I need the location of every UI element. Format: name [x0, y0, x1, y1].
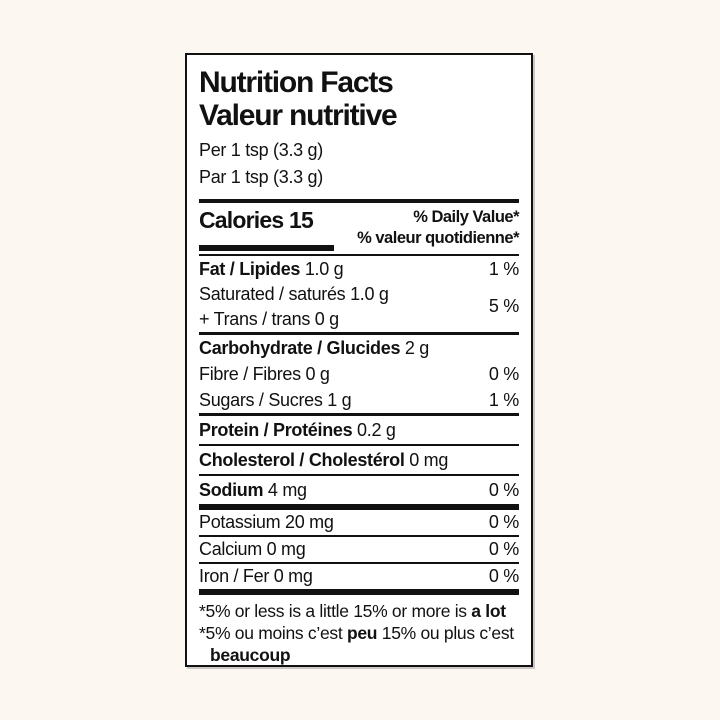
footnote-fr-bold: peu: [346, 622, 378, 643]
nutrient-name-bold: Fat / Lipides: [199, 258, 301, 279]
daily-value-header-en: % Daily Value*: [413, 207, 519, 226]
label-title-fr: Valeur nutritive: [199, 99, 397, 132]
nutrient-row-potassium: [199, 510, 519, 535]
nutrient-row-sugars: [199, 387, 519, 413]
nutrient-label: [199, 476, 307, 504]
nutrient-name-bold: Protein / Protéines: [199, 419, 353, 440]
footnote-line-fr2: [210, 644, 519, 666]
nutrient-row-saturated-trans: [199, 282, 519, 332]
nutrient-row-fibre: [199, 361, 519, 387]
serving-size-en: Per 1 tsp (3.3 g): [199, 140, 323, 160]
thick-bar-after-iron: [199, 589, 519, 595]
nutrition-facts-label: [185, 53, 533, 667]
nutrient-amount: 1.0 g: [300, 258, 344, 279]
footnote-fr-bold2: beaucoup: [210, 644, 291, 665]
nutrient-dv: 1 %: [488, 258, 519, 279]
footnote-en-text: *5% or less is a little 15% or more is: [199, 600, 472, 621]
label-title-en: Nutrition Facts: [199, 66, 393, 99]
nutrient-amount: Potassium 20 mg: [199, 511, 334, 532]
nutrient-dv: 0 %: [488, 538, 519, 559]
calories-underline-bar: [199, 245, 334, 251]
nutrient-dv: 0 %: [488, 363, 519, 384]
nutrient-row-carbohydrate: [199, 335, 519, 361]
nutrient-label: [199, 387, 351, 413]
footnote-line-en: [199, 600, 519, 622]
nutrient-name-bold: Cholesterol / Cholestérol: [199, 449, 405, 470]
saturated-line: Saturated / saturés 1.0 g: [199, 283, 389, 304]
footnote-fr-text2: 15% ou plus c’est: [377, 622, 514, 643]
daily-value-footnote: [199, 600, 519, 666]
footnote-fr-text: *5% ou moins c’est: [199, 622, 347, 643]
nutrient-dv: 0 %: [488, 511, 519, 532]
nutrient-label: [199, 537, 305, 562]
footnote-en-bold: a lot: [471, 600, 506, 621]
nutrient-amount: Calcium 0 mg: [199, 538, 306, 559]
nutrient-amount: Iron / Fer 0 mg: [199, 565, 313, 586]
nutrient-label: [199, 335, 429, 361]
nutrient-dv: 5 %: [488, 296, 519, 316]
footnote-line-fr: [199, 622, 519, 644]
nutrient-amount: 0.2 g: [352, 419, 396, 440]
nutrient-label: [199, 282, 389, 332]
nutrient-amount: Sugars / Sucres 1 g: [199, 389, 352, 410]
nutrient-label: [199, 256, 343, 282]
nutrient-row-fat: [199, 256, 519, 282]
nutrient-dv: 1 %: [488, 389, 519, 410]
nutrient-name-bold: Carbohydrate / Glucides: [199, 337, 401, 358]
nutrient-label: [199, 564, 313, 589]
trans-line: + Trans / trans 0 g: [199, 308, 339, 329]
nutrient-row-protein: [199, 416, 519, 444]
serving-size-fr: Par 1 tsp (3.3 g): [199, 167, 323, 187]
nutrient-name-bold: Sodium: [199, 479, 264, 500]
calories-value: Calories 15: [199, 206, 313, 233]
nutrient-amount: 4 mg: [263, 479, 307, 500]
nutrient-amount: 2 g: [400, 337, 429, 358]
nutrient-amount: 0 mg: [404, 449, 449, 470]
nutrient-row-calcium: [199, 537, 519, 562]
nutrient-label: [199, 361, 330, 387]
nutrient-row-iron: [199, 564, 519, 589]
nutrient-dv: 0 %: [488, 479, 519, 500]
nutrient-row-sodium: [199, 476, 519, 504]
nutrient-row-cholesterol: [199, 446, 519, 474]
calories-block: [199, 207, 519, 251]
daily-value-header: [357, 207, 519, 251]
daily-value-header-fr: % valeur quotidienne*: [357, 228, 519, 247]
nutrient-dv: 0 %: [488, 565, 519, 586]
nutrient-label: [199, 446, 448, 474]
separator-after-serving: [199, 199, 519, 203]
nutrient-amount: Fibre / Fibres 0 g: [199, 363, 330, 384]
calories-left: [199, 207, 334, 251]
nutrient-label: [199, 510, 334, 535]
nutrient-label: [199, 416, 396, 444]
